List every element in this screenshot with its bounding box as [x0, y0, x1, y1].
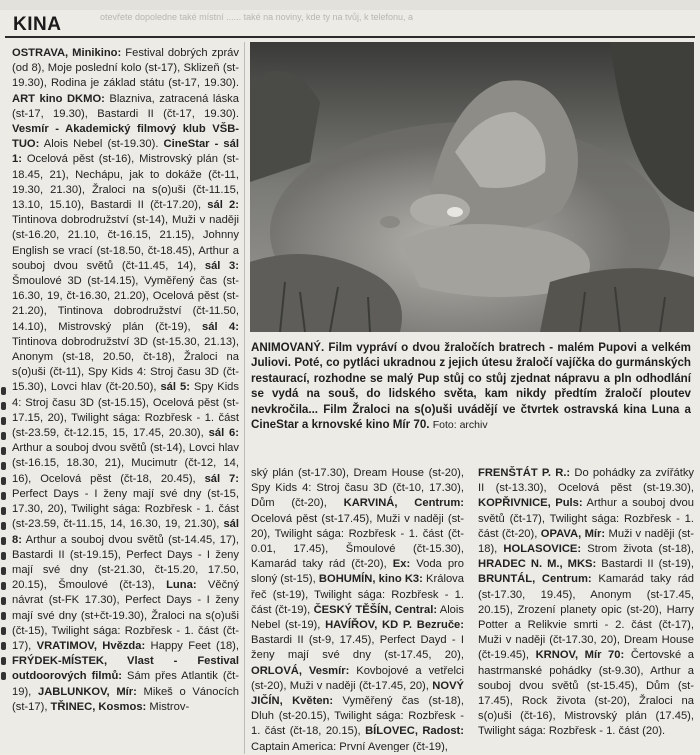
venue-name: sál 2: [207, 199, 239, 212]
screening-list: Blazniva, zatracená láska (st-17, 19.30), Bastardi II (čt-17, 19.30). [12, 92, 239, 120]
film-still-photo [250, 42, 694, 332]
venue-name: sál 4: [202, 320, 239, 333]
venue-name: BOHUMÍN, kino K3: [318, 573, 423, 586]
venue-name: KARVINÁ, Centrum: [343, 497, 464, 510]
screening-list: Ocelová pěst (st-17.45), Muži v naději (st-20), Twilight sága: Rozbřesk - 1. část (čt-0.01, 17.45), Šmoulové (čt-15.30), Kamarád taky rád (čt-20), [251, 512, 464, 571]
venue-name: BRUNTÁL, Centrum: [478, 573, 592, 586]
screening-list: Happy Feet (18), [145, 639, 239, 652]
venue-name: sál 7: [204, 472, 239, 485]
venue-name: sál 8: [12, 518, 239, 546]
venue-name: HAVÍŘOV, KD P. Bezruče: [325, 619, 464, 632]
caption-text: ANIMOVANÝ. Film vypráví o dvou žraločích bratrech - malém Pupovi a velkém Juliovi. Poté, co pytláci ukradnou z jejich útesu žraločí vajíčka do gurmánských restaurací, rozhodne se malý Pup stůj co stůj zjednat nápravu a pln odhodlání se vydá na souš, do lidského světa, kam nikdy předtím žraločí ploutev nevkročila... Film Žraloci na s(o)uši uvádějí ve čtvrtek ostravská kina Luna a CineStar a krnovské kino Mír 70. [251, 341, 691, 432]
screening-list: Králova řeč (st-19), Twilight sága: Rozbřesk - 1. část (čt-19), [251, 573, 464, 616]
venue-name: CineStar - sál 1: [12, 138, 239, 166]
screening-list: ský plán (st-17.30), Dream House (st-20), Spy Kids 4: Stroj času 3D (čt-10, 17.30), Dům (čt-20), [251, 467, 464, 510]
venue-name: HRADEC N. M., MKS: [478, 558, 597, 571]
screening-list: Arthur a souboj dvou světů (čt-17), Twilight sága: Rozbřesk - 1. část (čt-20), [478, 497, 694, 540]
venue-name: Vesmír - Akademický filmový klub VŠB-TUO: [12, 123, 239, 151]
venue-name: Luna: [166, 579, 197, 592]
screening-list: Kamarád taky rád (st-17.30, 19.45), Anonym (st-17.45, 20.15), Zrození planety opic (st-20), Harry Potter a Relikvie smrti - 2. část (čt-17), Muži v naději (čt-17.30, 20), Dream House (čt-19.45), [478, 573, 694, 662]
venue-name: ART kino DKMO: [12, 92, 105, 105]
venue-name: BÍLOVEC, Radost: [365, 725, 464, 738]
photo-credit: Foto: archiv [432, 419, 488, 432]
venue-name: VRATIMOV, Hvězda: [36, 639, 146, 652]
screening-list: Captain America: První Avenger (čt-19), [251, 740, 448, 752]
venue-name: FRÝDEK-MÍSTEK, Vlast - Festival outdoorových filmů: [12, 655, 239, 683]
screening-list: Perfect Days - I ženy mají své dny (st-15, 17.30, 20), Twilight sága: Rozbřesk - 1. část (st-23.59, čt-11.15, 14, 16.30, 19, 21.30), [12, 487, 239, 531]
screening-list: Bastardi II (st-9, 17.45), Perfect Dayd - I ženy mají své dny (st-17.45, 20), [251, 634, 464, 662]
section-title: KINA [13, 14, 62, 35]
header-rule [5, 36, 695, 38]
screening-list: Bastardi II (st-19), [596, 558, 694, 571]
screening-list: Věčný návrat (st-FK 17.30), Perfect Days - I ženy mají své dny (st+čt-19.30), Žraloci na s(o)uši (čt-15), Twilight sága: Rozbřesk - 1. část (čt-17), [12, 579, 239, 652]
screening-list: Do pohádky za zvířátky II (st-13.30), Ocelová pěst (st-19.30), [478, 467, 694, 495]
venue-name: sál 3: [204, 259, 239, 272]
screening-list: Muži v naději (st-18), [478, 527, 694, 556]
screening-list: Tintinova dobrodružství (st-14), Muži v naději (st-16.20, 21.10, čt-16.15, 21.15), Johnny English se vrací (st-18.50, čt-18.45), Arthur a souboj dvou světů (čt-11.45, 14), [12, 214, 239, 272]
venue-name: NOVÝ JIČÍN, Květen: [251, 679, 464, 708]
venue-name: FRENŠTÁT P. R.: [478, 467, 571, 479]
screening-list: Čertovské a hastrmanské pohádky (st-9.30), Arthur a souboj dvou světů (st-15.45), Dům (st-17.45), Rock života (st-20), Žraloci na s(o)uši (čt-16), Mistrovský plán (17.45), Twilight sága: Rozbřesk - 1. část (20). [478, 649, 694, 738]
screening-list: Voda pro sloný (st-15), [251, 558, 464, 586]
venue-name: ČESKÝ TĚŠÍN, Central: [313, 603, 438, 616]
listings-column-3 [478, 466, 694, 752]
screening-list: Arthur a souboj dvou světů (st-14), Lovci hlav (st-16.15, 18.30, 21), Mucimutr (čt-12, 14, 16), Ocelová pěst (čt-18, 20.45), [12, 442, 239, 485]
screening-list: Alois Nebel (st-19.30). [39, 138, 164, 151]
screening-list: Sám přes Atlantik (čt-19), [12, 670, 239, 698]
screening-list: Strom života (st-18), [581, 543, 694, 556]
screening-list: Festival dobrých zpráv (od 8), Moje poslední kolo (st-17), Sklizeň (st-19.30), Rodina je základ státu (st-17, 19.30). [12, 47, 239, 90]
screening-list: Mikeš o Vánocích (st-17), [12, 685, 239, 713]
venue-name: sál 5: [160, 381, 190, 394]
venue-name: OSTRAVA, Minikino: [12, 47, 122, 59]
screening-list: Spy Kids 4: Stroj času 3D (st-15.15), Ocelová pěst (st-17.15, 20), Twilight sága: Rozbřesk - 1. část (st-23.59, čt-12.15, 15, 17.45, 20.30), [12, 381, 239, 440]
column-divider [244, 42, 245, 754]
venue-name: Ex: [392, 558, 411, 571]
screening-list: Vyměřený čas (st-18), Dluh (st-20.15), Twilight sága: Rozbřesk - 1. část (čt-18, 20.15), [251, 695, 464, 738]
venue-name: KRNOV, Mír 70: [535, 649, 625, 662]
venue-name: HOLASOVICE: [503, 543, 582, 556]
screening-list: Tintinova dobrodružství 3D (st-15.30, 21.13), Anonym (st-18, 20.50, čt-18), Žraloci na s(o)uši (čt-11), Spy Kids 4: Stroj času 3D (čt-15.30), Lovci hlav (čt-20.50), [12, 335, 239, 394]
listings-column-2 [251, 466, 464, 752]
screening-list: Ocelová pěst (st-16), Mistrovský plán (st-18.45, 21), Nechápu, jak to dokáže (čt-11, 19.30, 21.30), Žraloci na s(o)uši (čt-11.15, 13.10, 15.10), Bastardi II (čt-17.20), [12, 153, 239, 212]
venue-name: KOPŘIVNICE, Puls: [478, 497, 583, 510]
screening-list: Mistrov- [146, 700, 190, 713]
venue-name: OPAVA, Mír: [540, 527, 606, 540]
venue-name: ORLOVÁ, Vesmír: [251, 664, 350, 677]
photo-caption [251, 340, 691, 433]
bleed-through-text: otevřete dopoledne také místní ...... také na noviny, kde ty na tvůj, k telefonu, a [100, 12, 414, 22]
venue-name: TŘINEC, Kosmos: [50, 700, 147, 713]
section-header [5, 8, 695, 38]
listings-column-1 [12, 46, 239, 752]
venue-name: JABLUNKOV, Mír: [37, 685, 137, 698]
venue-name: sál 6: [208, 427, 239, 440]
screening-list: Šmoulové 3D (st-14.15), Vyměřený čas (st-16.30, 19, čt-16.30, 21.20), Ocelová pěst (st-21.20), Tintinova dobrodružství (čt-11.50, 14.10), Mistrovský plán (čt-19), [12, 275, 239, 333]
left-margin-marks [0, 380, 8, 730]
screening-list: Alois Nebel (st-19), [251, 603, 464, 632]
screening-list: Arthur a souboj dvou světů (st-14.45, 17), Bastardi II (st-19.15), Perfect Days - I ženy mají své dny (st-21.30, čt-15.20, 17.50, 20.15), Šmoulové (čt-13), [12, 533, 239, 592]
screening-list: Kovbojové a vetřelci (st-20), Muži v naději (čt-17.45, 20), [251, 664, 464, 692]
